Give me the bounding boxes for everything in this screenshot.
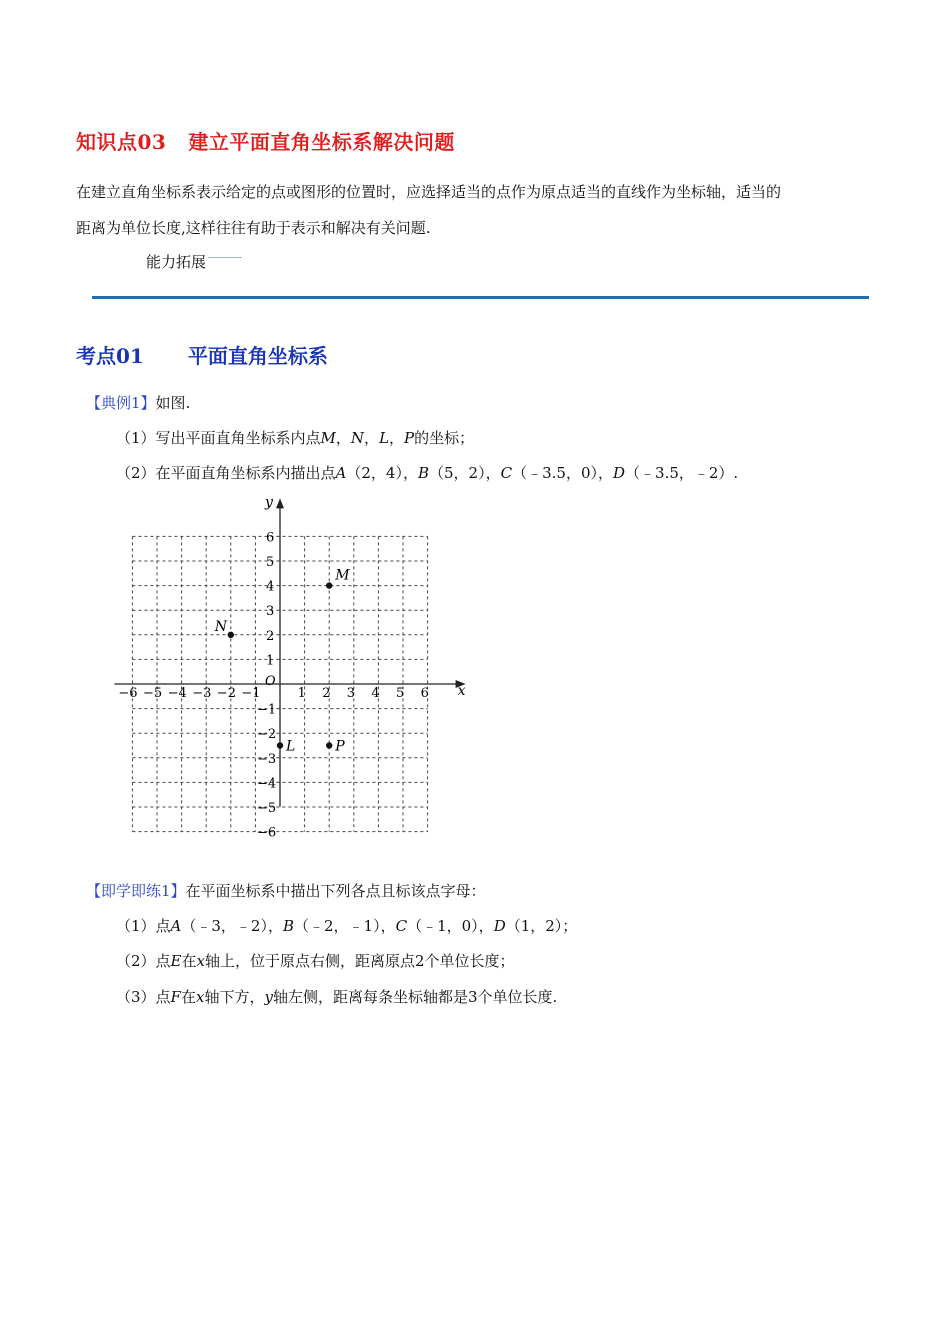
p1-point-a: A xyxy=(170,917,182,935)
p2-c: 轴上，位于原点右侧，距离原点2个单位长度； xyxy=(204,952,515,970)
x-tick-label: −6 xyxy=(118,686,138,701)
ability-heading: 能力拓展 xyxy=(146,253,207,271)
p1-coord-a: （﹣3，﹣2）， xyxy=(181,917,283,935)
origin-label: O xyxy=(265,674,276,689)
point-label-p: P xyxy=(335,738,345,755)
point-m xyxy=(326,582,332,588)
p3-c: 轴下方， xyxy=(204,988,265,1006)
q2-point-a: A xyxy=(335,464,347,482)
point-n xyxy=(228,632,234,638)
x-tick-label: 5 xyxy=(396,686,405,701)
y-axis-label: y xyxy=(265,494,273,511)
q2-coord-a: （2，4）， xyxy=(346,464,418,482)
p3-d: 轴左侧，距离每条坐标轴都是3个单位长度. xyxy=(272,988,558,1006)
paragraph-line-2: 距离为单位长度,这样往往有助于表示和解决有关问题. xyxy=(76,219,431,237)
example-question-2 xyxy=(116,462,738,483)
x-tick-label: 3 xyxy=(346,686,356,701)
practice-tag: 【即学即练1】 xyxy=(86,882,186,900)
plotted-points xyxy=(214,568,350,755)
y-tick-label: 3 xyxy=(266,604,275,620)
q1-prefix: （1）写出平面直角坐标系内点 xyxy=(116,429,321,447)
y-tick-label: 4 xyxy=(266,579,275,595)
paragraph-line-1: 在建立直角坐标系表示给定的点或图形的位置时，应选择适当的点作为原点适当的直线作为坐标轴，适当的 xyxy=(76,183,782,201)
x-tick-label: −3 xyxy=(192,686,212,701)
p2-b: 在 xyxy=(181,952,197,970)
y-tick-label: −3 xyxy=(257,751,277,767)
p3-x: x xyxy=(195,988,205,1006)
point-label-m: M xyxy=(335,567,350,584)
practice-item-1 xyxy=(116,915,577,936)
point-label-n: N xyxy=(214,618,228,635)
example-intro-text: 如图. xyxy=(155,394,191,412)
y-tick-label: 5 xyxy=(266,555,275,570)
p3-y: y xyxy=(264,988,273,1006)
q2-coord-d: （﹣3.5，﹣2）. xyxy=(625,464,739,482)
kaodian-title xyxy=(76,340,328,369)
point-p xyxy=(326,742,332,748)
p1-point-d: D xyxy=(493,917,506,935)
point-l xyxy=(277,742,283,748)
q1-point-p: P xyxy=(404,429,415,447)
practice-item-3 xyxy=(116,986,557,1007)
example-tag: 【典例1】 xyxy=(86,394,156,412)
p2-point-e: E xyxy=(170,952,182,970)
y-tick-label: −2 xyxy=(257,727,277,743)
q2-coord-c: （﹣3.5，0）， xyxy=(512,464,613,482)
x-tick-label: −1 xyxy=(241,686,261,701)
q1-point-m: M xyxy=(320,429,336,447)
p1-coord-d: （1，2）； xyxy=(505,917,578,935)
x-tick-label: −4 xyxy=(167,686,187,701)
ability-underline xyxy=(208,257,242,258)
coordinate-grid-figure xyxy=(100,487,480,867)
practice-intro xyxy=(86,880,486,901)
p3-b: 在 xyxy=(180,988,196,1006)
p1-point-c: C xyxy=(395,917,408,935)
p1-coord-b: （﹣2，﹣1）， xyxy=(294,917,396,935)
x-tick-label: −5 xyxy=(143,686,163,701)
p2-x: x xyxy=(196,952,205,970)
y-tick-label: −4 xyxy=(257,776,277,792)
p3-point-f: F xyxy=(170,988,181,1006)
x-axis-label: x xyxy=(457,683,466,699)
tick-labels xyxy=(118,494,465,840)
q2-point-b: B xyxy=(417,464,430,482)
point-label-l: L xyxy=(286,738,296,755)
x-tick-label: 6 xyxy=(420,686,429,701)
p1-prefix: （1）点 xyxy=(116,917,171,935)
q2-coord-b: （5，2）， xyxy=(429,464,501,482)
kaodian-label: 考点01 xyxy=(76,344,144,368)
section-label: 知识点03 xyxy=(76,130,167,154)
x-tick-label: 2 xyxy=(322,686,331,701)
q2-point-c: C xyxy=(500,464,513,482)
p3-a: （3）点 xyxy=(116,988,171,1006)
p1-point-b: B xyxy=(282,917,295,935)
y-tick-label: 1 xyxy=(266,653,275,669)
example-question-1: （1）写出平面直角坐标系内点M，N，L，P的坐标； xyxy=(116,429,475,447)
section-title xyxy=(76,126,455,155)
q2-prefix: （2）在平面直角坐标系内描出点 xyxy=(116,464,336,482)
practice-item-2 xyxy=(116,950,515,971)
y-tick-label: 6 xyxy=(266,530,275,546)
x-tick-label: 4 xyxy=(371,686,380,701)
q1-suffix: 的坐标； xyxy=(414,429,475,447)
x-tick-label: −2 xyxy=(216,686,236,701)
section-heading: 建立平面直角坐标系解决问题 xyxy=(188,130,455,154)
kaodian-heading: 平面直角坐标系 xyxy=(187,344,328,368)
y-tick-label: 2 xyxy=(266,628,275,644)
y-tick-label: −6 xyxy=(257,825,277,841)
section-divider xyxy=(92,296,869,299)
y-tick-label: −1 xyxy=(257,702,277,718)
q2-point-d: D xyxy=(613,464,626,482)
x-tick-label: 1 xyxy=(297,686,306,701)
q1-point-l: L xyxy=(379,429,390,447)
example-intro xyxy=(86,392,190,413)
p1-coord-c: （﹣1，0）， xyxy=(407,917,494,935)
y-tick-label: −5 xyxy=(257,801,277,816)
y-axis-arrow xyxy=(276,498,284,508)
p2-a: （2）点 xyxy=(116,952,171,970)
practice-intro-text: 在平面坐标系中描出下列各点且标该点字母： xyxy=(185,882,486,900)
q1-point-n: N xyxy=(350,429,365,447)
axes xyxy=(114,498,465,806)
